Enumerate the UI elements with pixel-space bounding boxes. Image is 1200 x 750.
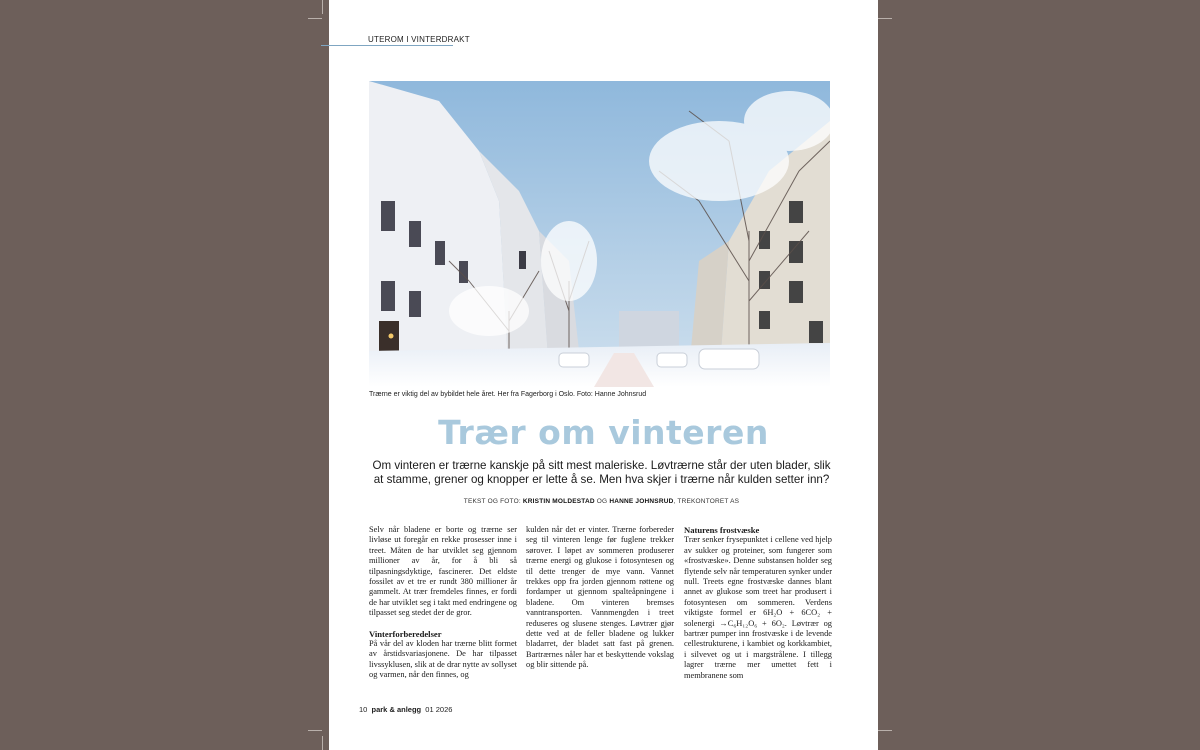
crop-mark [878, 18, 892, 19]
crop-mark [308, 730, 322, 731]
section-rule [321, 45, 453, 46]
winter-street-photo [369, 81, 830, 387]
body-paragraph: Selv når bladene er borte og trærne ser livløse ut foregår en rekke prosesser inne i treet. Måten de har utviklet seg gjennom millioner av år, for å bli så tilpasningsdyktige, fascinerer. Det eldste fossilet av et tre er rundt 380 millioner år gammelt. At trær fremdeles finnes, er fordi de har utviklet seg i takt med endringene og tilpasset seg stedet der de gror. [369, 525, 517, 618]
article-lede: Om vinteren er trærne kanskje på sitt mest maleriske. Løvtrærne står der uten blader, slik at stamme, grener og knopper er lette å se. Men hva skjer i trærne når kulden setter inn? [372, 459, 831, 486]
issue-number: 01 2026 [425, 705, 453, 714]
byline [369, 498, 834, 505]
magazine-name: park & anlegg [371, 705, 422, 714]
subheading-naturens-frostvaeske: Naturens frostvæske [684, 525, 760, 535]
page-folio [359, 705, 452, 714]
photo-caption: Trærne er viktig del av bybildet hele året. Her fra Fagerborg i Oslo. Foto: Hanne Johnsrud [369, 391, 647, 398]
body-paragraph: kulden når det er vinter. Trærne forbereder seg til vinteren lenge før fuglene trekker sørover. I løpet av sommeren produserer trærne energi og glukose i fotosyntesen og til dette trenger de mye vann. Vannet trekkes opp fra jorden gjennom røttene og fordamper ut gjennom spalteåpningene i bladene. Om vinteren bremses vanntransporten. Vannmengden i treet reduseres og slusene stenges. Løvtrær gjør dette ved at de feller bladene og lukker bladarret, der bladet satt fast på grenen. Bartrærnes nåler har et beskyttende vokslag og blir sittende på. [526, 525, 674, 670]
byline-author-2: HANNE JOHNSRUD [609, 498, 674, 505]
subheading-vinterforberedelser: Vinterforberedelser [369, 628, 442, 639]
section-label: UTEROM I VINTERDRAKT [368, 35, 470, 44]
crop-mark [322, 736, 323, 750]
text-column-1 [369, 525, 517, 681]
text-column-2 [526, 525, 674, 671]
byline-prefix: TEKST OG FOTO: [463, 498, 523, 505]
byline-author-1: KRISTIN MOLDESTAD [522, 498, 595, 505]
body-paragraph: På vår del av kloden har trærne blitt formet av årstidsvariasjonene. De har tilpasset livssyklusen, slik at de drar nytte av sollyset og varmen, når den finnes, og [369, 639, 517, 680]
text-column-3 [684, 525, 832, 681]
crop-mark [878, 730, 892, 731]
crop-mark [322, 0, 323, 14]
byline-suffix: , TREKONTORET AS [673, 498, 740, 505]
page-number: 10 [359, 705, 368, 714]
crop-mark [308, 18, 322, 19]
magazine-page [329, 0, 878, 750]
byline-and: OG [594, 498, 610, 505]
body-paragraph: Trær senker frysepunktet i cellene ved hjelp av sukker og proteiner, som fungerer som «frostvæske». Denne substansen holder seg flytende selv når temperaturen synker under null. Treets egne frostvæske dannes blant annet av glukose som treet har produsert i fotosyntesen om sommeren. Verdens viktigste formel er 6H₂O + 6CO₂ + solenergi →C₆H₁₂O₆ + 6O₂. Løvtrær og bartrær pumper inn frostvæske i de levende cellestrukturene, i kambiet og korkkambiet, i silvevet og ut i margstrålene. I tillegg lagrer trærne mer umettet fett i membranene som [684, 535, 832, 680]
article-title: Trær om vinteren [438, 413, 769, 452]
